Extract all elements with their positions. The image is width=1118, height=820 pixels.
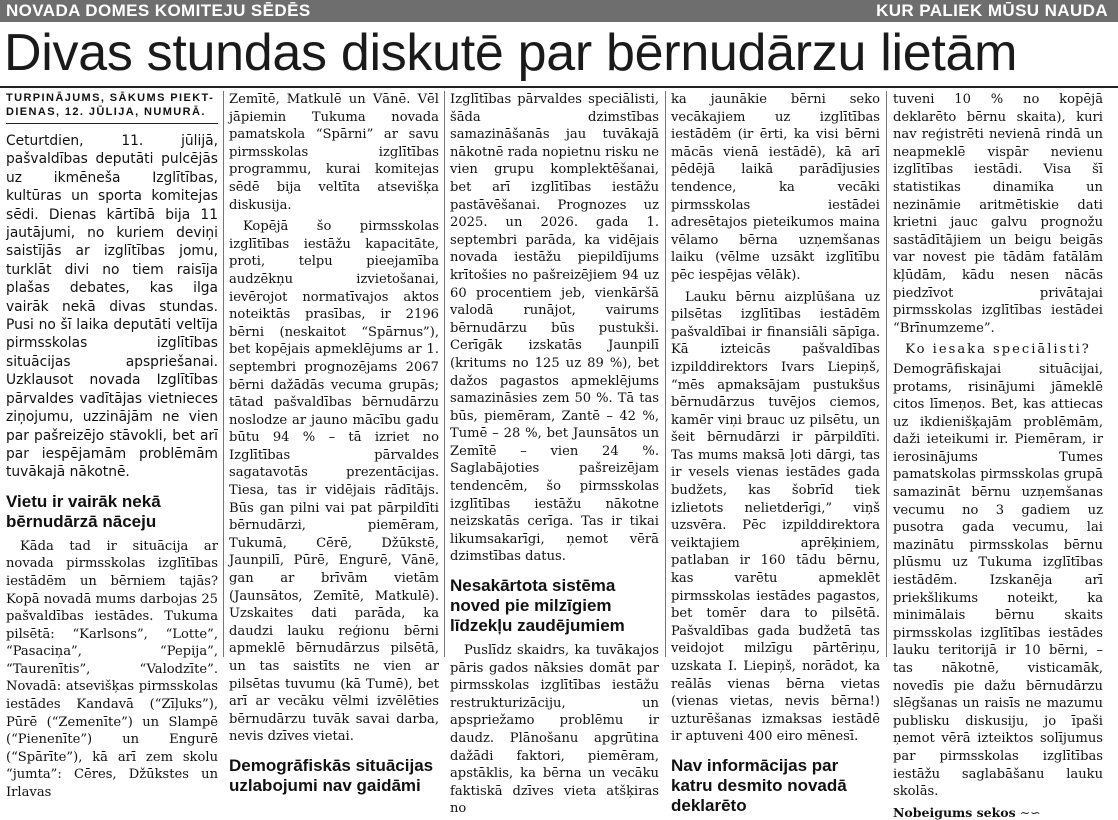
lead-paragraph: Ceturtdien, 11. jūlijā, pašvaldības deputāti pulcējās uz ikmēneša Izglītības, kultūras un sporta komitejas sēdi. Dienas kārtībā bija 11 jautājumi, no kuriem deviņi saistījās ar izglītības jomu, turklāt divi no tiem raisīja plašas debates, kas ilga vairāk nekā divas stundas. Pusi no šī laika deputāti veltīja pirmsskolas izglītības situācijas apspriešanai. Uzklausot novada Izglītības pārvaldes vadītājas vietnieces ziņojumu, uzzinājām ne vien par pašreizējo stāvokli, bet arī par iespējamām problēmām tuvākajā nākotnē.	[6, 133, 218, 481]
body-paragraph: Kopējā šo pirmsskolas izglītības iestāžu kapacitāte, proti, telpu pieejamība audzēkņu izvietošanai, ievērojot normatīvajos aktos noteiktās prasības, ir 2196 bērni (neskaitot “Spārnus”), bet kopējais apmeklējums ar 1. septembri prognozējams 2067 bērni dažādās vecuma grupās; tātad pašvaldības bērnudārzu noslodze ar jauno mācību gadu būtu 94 % – tā izriet no Izglītības pārvaldes sagatavotās prezentācijas. Tiesa, tas ir vidējais rādītājs. Būs gan pilni vai pat pārpildīti bērnudārzi, piemēram, Tukumā, Cērē, Džūkstē, Jaunpilī, Pūrē, Engurē, Vānē, gan ar brīvām vietām (Jaunsātos, Zemītē, Matkulē). Uzskaites dati parāda, ka daudzi lauku reģionu bērni apmeklē bērnudārzus pilsētā, un tas saistīts ne vien ar pilsētas tuvumu (kā Tumē), bet arī ar vecāku vēlmi izvēlēties bērnudārzu tuvāk savai darba, nevis dzīves vietai.	[229, 219, 439, 745]
column-divider	[665, 91, 666, 657]
section-header-bar	[0, 0, 1118, 22]
body-paragraph: Lauku bērnu aizplūšana uz pilsētas izglītības iestādēm pašvaldībai ir finansiāli sāpīga. Kā izteicās pašvaldības izpilddirektors Ivars Liepiņš, “mēs apmaksājam pustukšus bērnudārzus tuvējos ciemos, kamēr viņi brauc uz pilsētu, un šeit bērnudārzi ir pārpildīti. Tas mums maksā ļoti dārgi, tas ir vesels vienas iestādes gada budžets, kas šobrīd tiek izlietots nelietderīgi,” viņš uzsvēra. Pēc izpilddirektora veiktajiem aprēķiniem, patlaban ir 160 tādu bērnu, kas varētu apmeklēt pirmsskolas iestādes pagastos, bet tomēr dara to pilsētā. Pašvaldības gada budžetā tas veidojot milzīgu pārtēriņu, uzskata I. Liepiņš, norādot, ka reālās vienas bērna vietas (vienas vietas, nevis bērna!) uzturēšanas izmaksas iestādē ir aptuveni 400 eiro mēnesī.	[671, 289, 880, 745]
column-divider	[886, 91, 887, 657]
squiggle-mark: ∼∽	[1019, 804, 1041, 820]
article-column-3	[450, 91, 659, 817]
article-headline: Divas stundas diskutē par bērnudārzu lietām	[4, 24, 1018, 82]
article-column-2	[229, 91, 439, 795]
spaced-question: Ko iesaka speciālisti?	[905, 342, 1091, 358]
continuation-note: TURPINĀJUMS, SĀKUMS PIEKT-DIENAS, 12. JŪLIJA, NUMURĀ.	[6, 91, 218, 124]
subheading: Demogrāfiskās situācijas uzlabojumi nav gaidāmi	[229, 755, 434, 795]
body-paragraph: Izglītības pārvaldes speciālisti, šāda dzimstības samazināšanās jau tuvākajā nākotnē rada nopietnu risku ne vien grupu komplektēšanai, bet arī izglītības iestāžu pastāvēšanai. Prognozes uz 2025. un 2026. gada 1. septembri parāda, ka vidējais novada iestāžu piepildījums krītošies no pašreizējiem 94 uz 60 procentiem jeb, vienkāršā valodā runājot, vairums bērnudārzu būs pustukši. Cerīgāk izskatās Jaunpilī (kritums no 125 uz 89 %), bet dažos pagastos apmeklējums samazināsies zem 50 %. Tā tas būs, piemēram, Zantē – 42 %, Tumē – 28 %, bet Jaunsātos un Zemītē – vien 24 %. Saglabājoties pašreizējam tendencēm, šo pirmsskolas izglītības iestāžu nākotne neizskatās cerīga. Tas ir tikai likumsakarīgi, ņemot vērā dzimstības datus.	[450, 92, 659, 565]
endnote-text: Nobeigums sekos	[893, 804, 1016, 820]
inline-question-heading	[893, 341, 1103, 359]
body-paragraph: Demogrāfiskajai situācijai, protams, risinājumi jāmeklē citos līmeņos. Bet, kas attiecas uz ikdienišķajām problēmām, daži ieteikumi ir. Piemēram, ir ierosinājums Tumes pamatskolas pirmsskolas grupā samazināt bērnu uzņemšanas vecumu no 3 gadiem uz pusotra gada vecumu, lai mazinātu pirmsskolas bērnu plūsmu uz Tukuma izglītības iestādēm. Izskanēja arī priekšlikums noteikt, ka minimālais bērnu skaits pirmsskolas izglītības iestādes lauku teritorijā ir 10 bērni, – tas nākotnē, visticamāk, novedīs pie dažu bērnudārzu slēgšanas un raisīs ne mazumu publisku diskusiju, jo īpaši ņemot vērā izteiktos solījumus par pirmsskolas izglītības iestāžu saglabāšanu lauku skolās.	[893, 361, 1103, 800]
column-divider	[444, 91, 445, 657]
subheading: Vietu ir vairāk nekā bērnudārzā nāceju	[6, 491, 161, 531]
body-paragraph: tuveni 10 % no kopējā deklarēto bērnu skaita), kuri nav reģistrēti nevienā rindā un neapmeklē vispār nevienu izglītības iestādi. Visa šī statistikas dinamika un nezināmie aritmētiskie dati krietni jauc galvu prognožu sastādītājiem un beigu beigās var novest pie tādām fatālām kļūdām, kādu nesen nācās piedzīvot privātajai pirmsskolas izglītības iestādei “Brīnumzeme”.	[893, 92, 1103, 336]
section-title-left: NOVADA DOMES KOMITEJU SĒDĒS	[6, 1, 311, 20]
to-be-continued-note	[893, 805, 1103, 820]
article-column-5	[893, 91, 1103, 820]
subheading: Nesakārtota sistēma noved pie milzīgiem līdzekļu zaudējumiem	[450, 576, 625, 636]
body-paragraph: Zemītē, Matkulē un Vānē. Vēl jāpiemin Tukuma novada pamatskola “Spārni” ar savu pirmsskolas izglītības programmu, kurai komitejas sēdē bija veltīta atsevišķa diskusija.	[229, 92, 439, 213]
body-paragraph: ka jaunākie bērni seko vecākajiem uz izglītības iestādēm (ir ērti, ka visi bērni mācās vienā iestādē), kā arī pēdējā laikā parādījusies tendence, ka vecāki pirmsskolas iestādei adresētajos pieteikumos maina vēlamo bērna uzņemšanas laiku (vēlme uzsākt izglītību pēc iespējas vēlāk).	[671, 92, 880, 283]
column-divider	[223, 91, 224, 657]
subheading: Nav informācijas par katru desmito novadā deklarēto	[671, 755, 847, 815]
section-title-right: KUR PALIEK MŪSU NAUDA	[876, 1, 1108, 20]
article-column-4	[671, 91, 880, 815]
body-paragraph: Puslīdz skaidrs, ka tuvākajos pāris gados nāksies domāt par pirmsskolas izglītības iestāžu restrukturizāciju, un apspriežamo problēmu ir daudz. Plānošanu apgrūtina dažādi faktori, piemēram, apstāklis, ka bērna un vecāku faktiskā dzīves vieta atšķiras no	[450, 643, 659, 817]
headline-divider	[0, 86, 1118, 88]
body-paragraph: Kāda tad ir situācija ar novada pirmsskolas izglītības iestādēm un bērniem tajās? Kopā novadā mums darbojas 25 pašvaldības iestādes. Tukuma pilsētā: “Karlsons”, “Lotte”, “Pasaciņa”, “Pepija”, “Taurenītis”, “Valodzīte”. Novadā: atsevišķas pirmsskolas iestādes Kandavā (“Zīļuks”), Pūrē (“Zemenīte”) un Slampē (“Pienenīte”) un Engurē (“Spārīte”), kā arī zem skolu “jumta”: Cēres, Džūkstes un Irlavas	[6, 538, 218, 801]
article-column-1	[6, 91, 218, 801]
